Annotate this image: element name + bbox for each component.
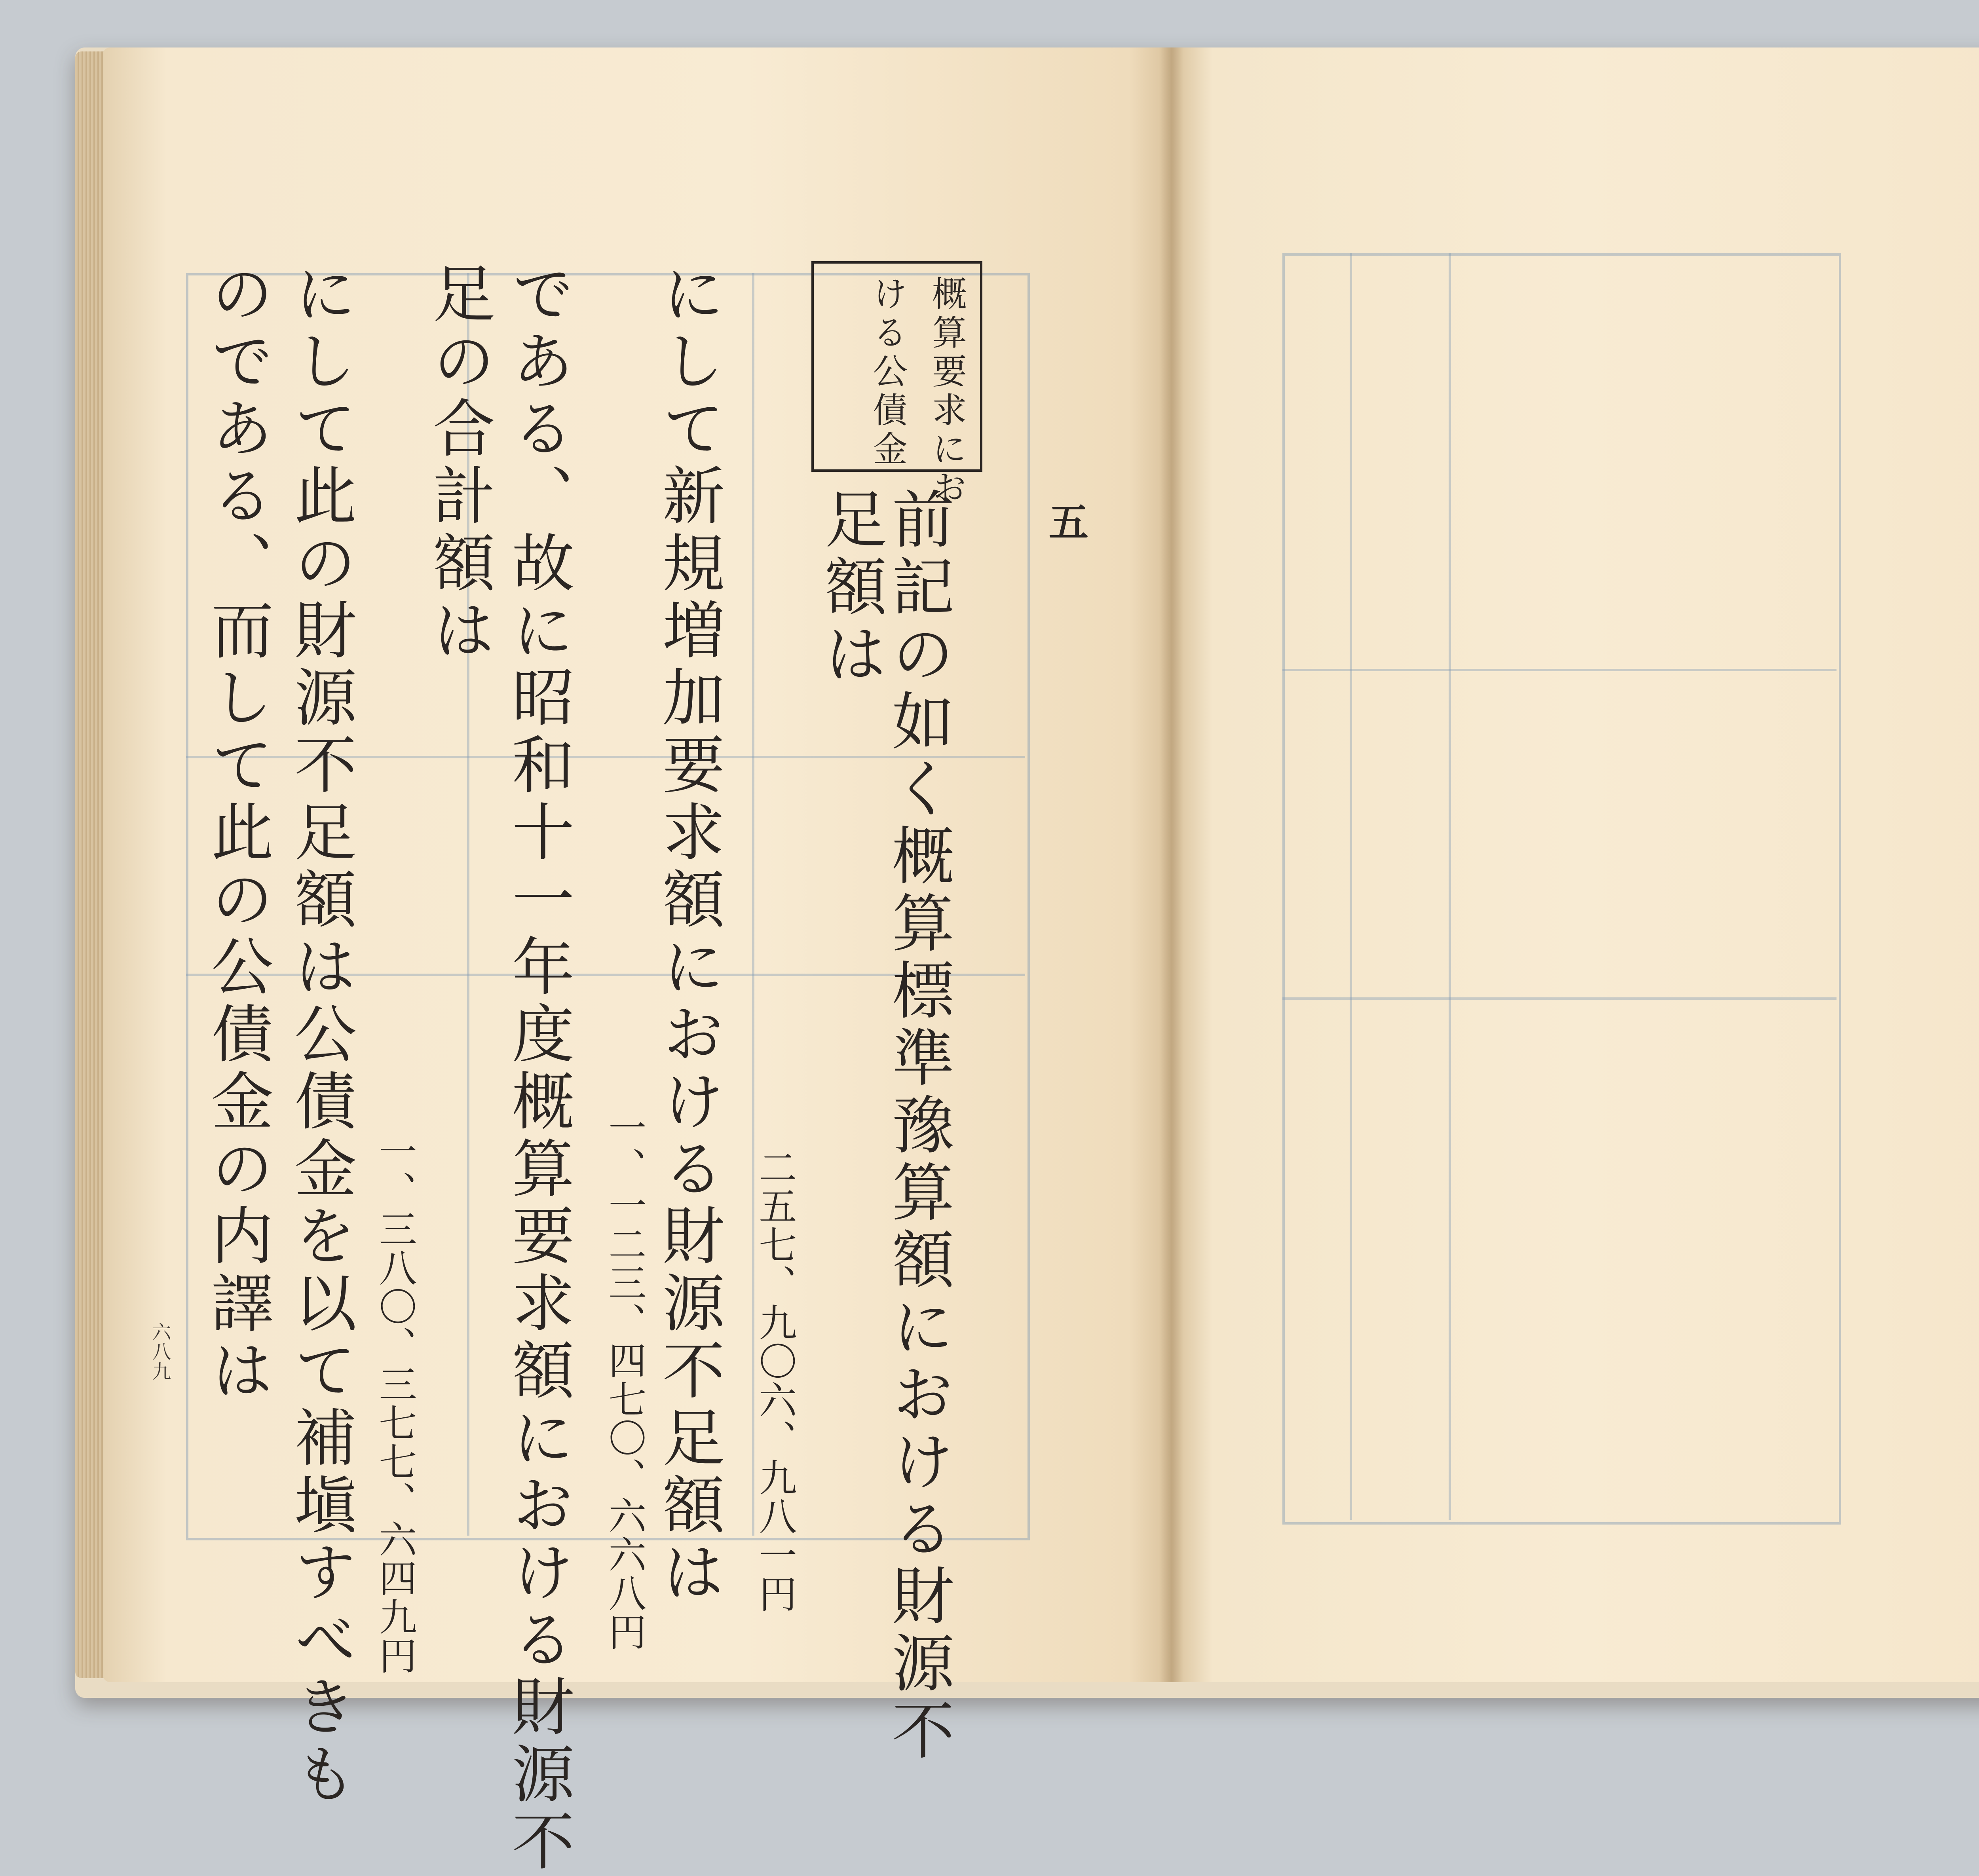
text-column-5: 足の合計額は: [422, 261, 495, 665]
margin-heading-box: [811, 261, 982, 508]
text-column-6: にして此の財源不足額は公債金を以て補塡すべきも: [284, 261, 357, 1809]
margin-heading-line-2: ける公債金: [867, 275, 908, 469]
ghost-rule: [1449, 253, 1451, 1520]
text-column-3: にして新規増加要求額における財源不足額は: [652, 261, 725, 1607]
text-column-4: である、故に昭和十一年度概算要求額における財源不: [501, 261, 574, 1876]
spine-gutter: [1160, 47, 1183, 1682]
ghost-rule: [1282, 669, 1837, 671]
text-column-2: 足額は: [814, 487, 887, 689]
text-column-1: 前記の如く概算標準豫算額における財源不: [881, 487, 954, 1765]
ghost-rule: [1350, 253, 1352, 1520]
section-number: 五: [1049, 499, 1088, 546]
amount-column-2: 一、一二三、四七〇、六六八円: [602, 1108, 647, 1651]
margin-heading-line-1: 概算要求にお: [927, 275, 967, 508]
amount-column-3: 一、三八〇、三七七、六四九円: [373, 1132, 417, 1675]
ghost-table-right: [1282, 253, 1841, 1525]
amount-column-1: 二五七、九〇六、九八一円: [753, 1148, 797, 1613]
left-page-number: 六八九: [149, 1322, 171, 1381]
text-column-7: のである、而して此の公債金の内譯は: [201, 261, 273, 1405]
ghost-rule: [1282, 997, 1837, 1000]
